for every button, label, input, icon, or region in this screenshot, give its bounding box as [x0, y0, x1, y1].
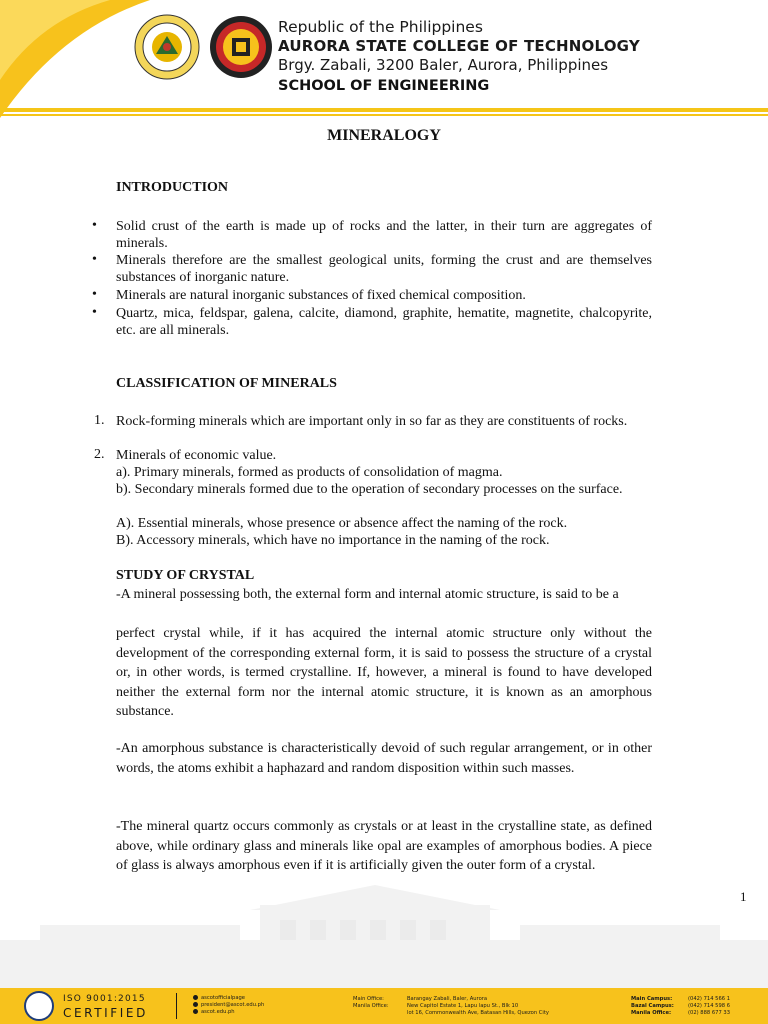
footer-divider [176, 993, 177, 1019]
main-office-label: Main Office: [353, 996, 384, 1002]
manila-office-label: Manila Office: [353, 1003, 389, 1009]
intro-bullet: Minerals therefore are the smallest geological units, forming the crust and are themselves substances of inorganic nature. [116, 253, 652, 285]
campus-phone: (042) 714 566 1 [688, 996, 730, 1002]
list-number: 1. [94, 413, 105, 428]
footer-office-labels [353, 996, 389, 1010]
website-link[interactable]: ascot.edu.ph [201, 1009, 235, 1015]
intro-bullet: Solid crust of the earth is made up of rocks and the latter, in their turn are aggregates of minerals. [116, 219, 652, 251]
classification-subitem: B). Accessory minerals, which have no importance in the naming of the rock. [116, 533, 550, 548]
email-icon [193, 1002, 198, 1007]
footer-office-addresses [407, 996, 549, 1017]
college-seal-logo [134, 14, 200, 80]
iso-label: ISO 9001:2015 [63, 994, 146, 1004]
footer-campus-labels [631, 996, 674, 1017]
campus-phone: (042) 714 598 6 [688, 1003, 730, 1009]
footer-social [193, 995, 264, 1016]
header-rule-thin [0, 114, 768, 116]
crystal-paragraph-lead: -A mineral possessing both, the external form and internal atomic structure, is said to be a [116, 587, 619, 602]
campus-label: Main Campus: [631, 996, 673, 1002]
crystal-paragraph: perfect crystal while, if it has acquired the internal atomic structure only without the development of the corresponding external form, it is said to possess the structure of a crystal or, in other words, is termed crystalline. If, however, a mineral is found to have developed neither the external form nor the internal atomic structure, it is known as an amorphous substance. [116, 626, 652, 720]
email-link[interactable]: president@ascot.edu.ph [201, 1002, 265, 1008]
bullet-icon: • [92, 287, 97, 302]
web-icon [193, 1009, 198, 1014]
crystal-paragraph: -The mineral quartz occurs commonly as crystals or at least in the crystalline state, as defined above, while ordinary glass and minerals like opal are examples of amorphous bodies. A piece of glass is always amorphous even if it is artificially given the outer form of a crystal. [116, 819, 652, 874]
document-title: MINERALOGY [327, 127, 441, 144]
campus-label: Bazal Campus: [631, 1003, 674, 1009]
intro-heading: INTRODUCTION [116, 180, 229, 195]
facebook-link[interactable]: ascotofficialpage [201, 995, 246, 1001]
classification-item: Minerals of economic value. [116, 448, 277, 463]
college-name: AURORA STATE COLLEGE OF TECHNOLOGY [278, 37, 640, 55]
classification-heading: CLASSIFICATION OF MINERALS [116, 376, 337, 391]
republic-label: Republic of the Philippines [278, 18, 483, 36]
crystal-paragraph: -An amorphous substance is characteristically devoid of such regular arrangement, or in other words, the atoms exhibit a haphazard and random disposition within such masses. [116, 741, 652, 776]
intro-bullet: Quartz, mica, feldspar, galena, calcite, diamond, graphite, hematite, magnetite, chalcopyrite, etc. are all minerals. [116, 306, 652, 338]
campus-building-watermark [0, 880, 768, 990]
bullet-icon: • [92, 305, 97, 320]
main-office-address: Barangay Zabali, Baler, Aurora [407, 996, 488, 1002]
manila-office-address: New Capitol Estate 1, Lapu lapu St., Blk 10 [407, 1003, 519, 1009]
iso-certified-label: CERTIFIED [63, 1006, 148, 1020]
classification-subitem: A). Essential minerals, whose presence or absence affect the naming of the rock. [116, 516, 568, 531]
crystal-heading: STUDY OF CRYSTAL [116, 568, 255, 583]
bullet-icon: • [92, 218, 97, 233]
engineering-seal-logo [208, 14, 274, 80]
list-number: 2. [94, 447, 105, 462]
intro-bullet: Minerals are natural inorganic substances of fixed chemical composition. [116, 288, 526, 303]
header-rule [0, 108, 768, 112]
college-address: Brgy. Zabali, 3200 Baler, Aurora, Philippines [278, 56, 609, 74]
institution-header [278, 17, 640, 75]
iso-badge-icon [24, 991, 54, 1021]
classification-item: Rock-forming minerals which are important only in so far as they are constituents of rocks. [116, 414, 628, 429]
bullet-icon: • [92, 252, 97, 267]
manila-office-address-2: lot 16, Commonwealth Ave, Batasan Hills, Quezon City [407, 1010, 549, 1016]
school-name: SCHOOL OF ENGINEERING [278, 78, 490, 94]
campus-phone: (02) 888 677 33 [688, 1010, 730, 1016]
footer-campus-phones [688, 996, 730, 1017]
facebook-icon [193, 995, 198, 1000]
page-number: 1 [740, 889, 747, 904]
classification-subitem: b). Secondary minerals formed due to the operation of secondary processes on the surface. [116, 482, 623, 497]
campus-label: Manila Office: [631, 1010, 672, 1016]
classification-subitem: a). Primary minerals, formed as products of consolidation of magma. [116, 465, 503, 480]
